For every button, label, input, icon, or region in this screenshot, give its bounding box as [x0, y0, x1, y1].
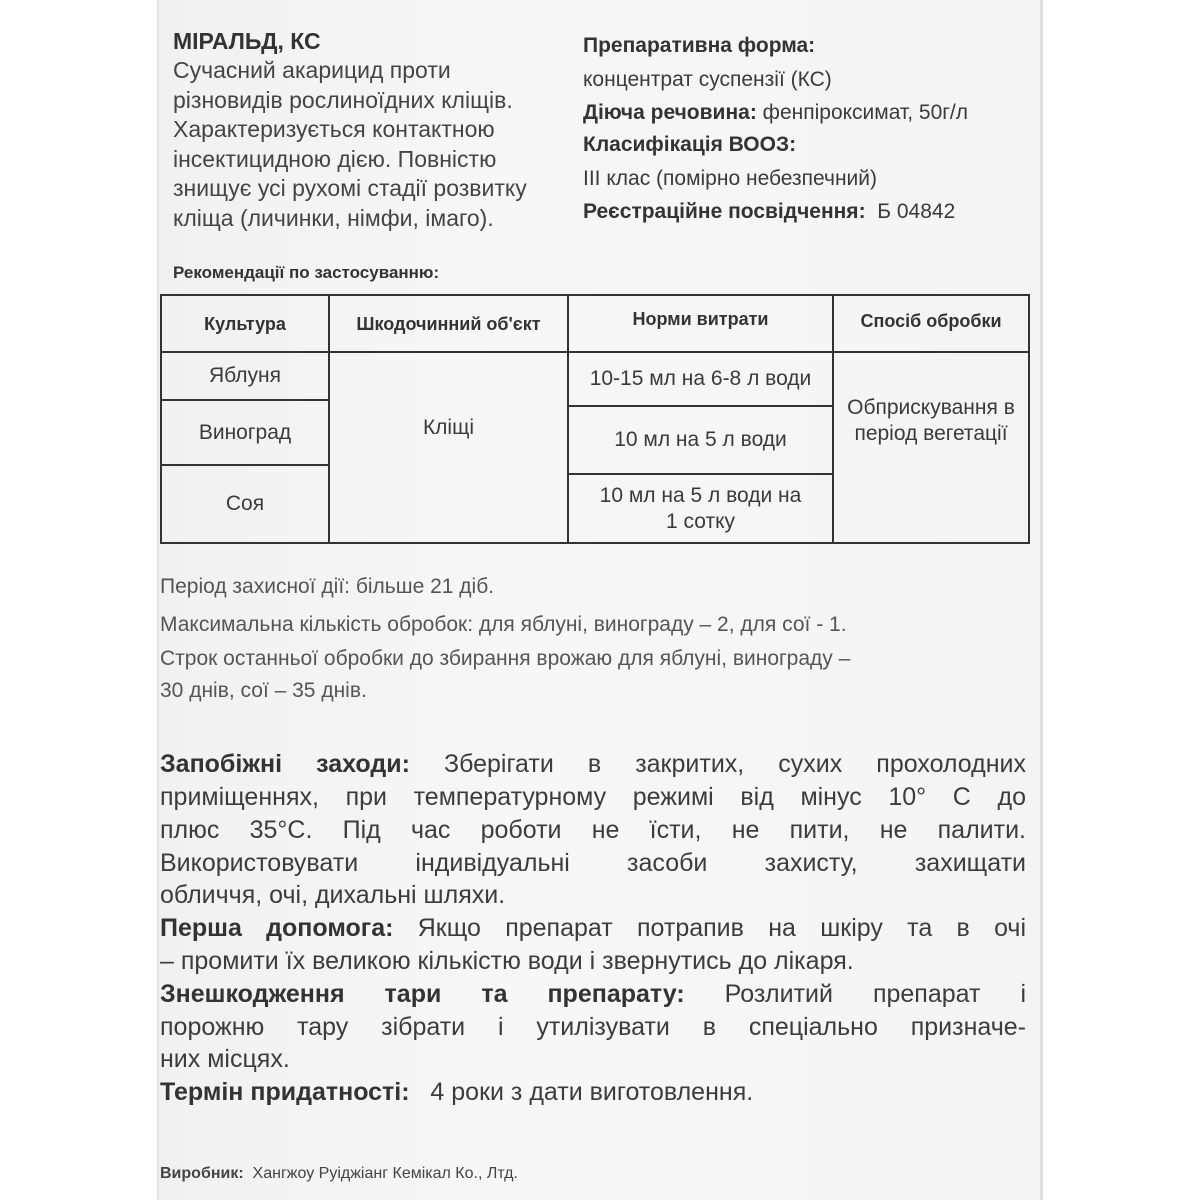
- who-classification-label: Класифікація ВООЗ:: [583, 133, 797, 156]
- recommendations-table: [160, 294, 1030, 544]
- rate-grape: 10 мл на 5 л води: [614, 428, 787, 451]
- shelf-life: Термін придатності: 4 роки з дати виготовлення.: [160, 1078, 754, 1106]
- description-line: Сучасний акарицид проти: [173, 57, 451, 83]
- disposal-line: порожню тару зібрати і утилізувати в спеціально призначе-: [160, 1013, 1026, 1041]
- product-title: МІРАЛЬД, КС: [173, 28, 321, 54]
- crop-soy: Соя: [225, 492, 265, 515]
- manufacturer: Виробник: Хангжоу Руіджіанг Кемікал Ко., Лтд.: [160, 1165, 518, 1182]
- max-treatments: Максимальна кількість обробок: для яблуні, винограду – 2, для сої - 1.: [160, 613, 847, 636]
- protection-period: Період захисної дії: більше 21 діб.: [160, 575, 495, 598]
- header-culture: Культура: [204, 313, 286, 334]
- crop-grape: Виноград: [198, 420, 292, 444]
- rate-soy: 10 мл на 5 л води на 1 сотку: [599, 483, 802, 533]
- last-treatment-term: Строк останньої обробки до збирання врожаю для яблуні, винограду –: [160, 647, 851, 670]
- description-line: кліща (личинки, німфи, імаго).: [173, 204, 494, 231]
- crop-apple: Яблуня: [209, 364, 281, 387]
- recommendations-heading: Рекомендації по застосуванню:: [173, 263, 440, 282]
- precautions-line: Використовувати індивідуальні засоби захисту, захищати: [160, 849, 1026, 877]
- description-line: Характеризується контактною: [173, 116, 495, 142]
- precautions-line: плюс 35°С. Під час роботи не їсти, не пити, не палити.: [160, 816, 1026, 844]
- who-classification-value: III клас (помірно небезпечний): [583, 167, 877, 190]
- product-description: [173, 56, 573, 233]
- sheet-left-edge: [157, 0, 159, 1200]
- active-ingredient: Діюча речовина: фенпіроксимат, 50г/л: [583, 101, 968, 124]
- registration-certificate: Реєстраційне посвідчення: Б 04842: [583, 200, 956, 223]
- precautions-line: приміщеннях, при температурному режимі від мінус 10° С до: [160, 783, 1026, 811]
- disposal-line: Знешкодження тари та препарату: Розлитий препарат і: [160, 980, 1026, 1008]
- treatment-method: Обприскування в період вегетації: [847, 396, 1015, 445]
- rate-apple: 10-15 мл на 6-8 л води: [589, 367, 812, 390]
- description-line: різновидів рослиноїдних кліщів.: [173, 86, 513, 113]
- header-rates: Норми витрати: [632, 308, 769, 329]
- header-method: Спосіб обробки: [860, 311, 1002, 331]
- first-aid-line: – промити їх великою кількістю води і звернутись до лікаря.: [160, 947, 854, 975]
- formulation-label: Препаративна форма:: [583, 34, 816, 57]
- description-line: інсектицидною дією. Повністю: [173, 145, 497, 172]
- formulation-value: концентрат суспензії (КС): [583, 68, 832, 91]
- disposal-line: них місцях.: [160, 1045, 290, 1073]
- target-pest: Кліщі: [422, 416, 475, 439]
- description-line: знищує усі рухомі стадії розвитку: [173, 175, 527, 201]
- sheet-right-edge: [1040, 0, 1043, 1200]
- precautions-line: обличчя, очі, дихальні шляхи.: [160, 881, 506, 909]
- first-aid-line: Перша допомога: Якщо препарат потрапив на шкіру та в очі: [160, 914, 1027, 942]
- precautions-line: Запобіжні заходи: Зберігати в закритих, сухих прохолодних: [160, 750, 1027, 778]
- last-treatment-days: 30 днів, сої – 35 днів.: [160, 679, 367, 702]
- header-pest: Шкодочинний об'єкт: [356, 313, 541, 334]
